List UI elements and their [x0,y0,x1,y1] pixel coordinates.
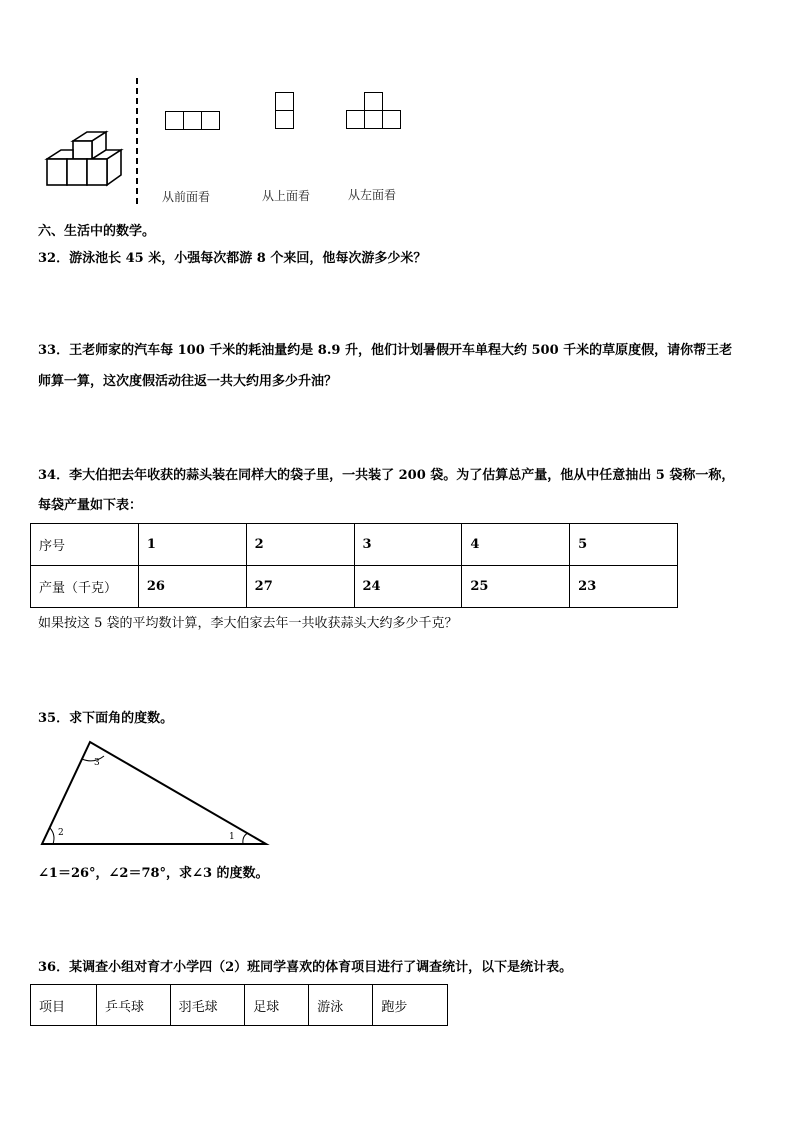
table-cell: 2 [246,524,354,566]
table-cell: 23 [570,566,678,608]
question-35-given: ∠1＝26°，∠2＝78°，求∠3 的度数。 [38,866,269,881]
table-row [31,985,448,1026]
table-cell: 5 [570,524,678,566]
question-33-line2: 师算一算，这次度假活动往返一共大约用多少升油？ [38,374,338,389]
table-cell: 足球 [245,985,309,1026]
table-cell: 3 [354,524,462,566]
question-34-line1: 34．李大伯把去年收获的蒜头装在同样大的袋子里，一共装了 200 袋。为了估算总产量，他从中任意抽出 5 袋称一称， [38,468,735,483]
left-view-grid [346,92,403,131]
table-cell: 跑步 [373,985,448,1026]
table-cell: 项目 [31,985,97,1026]
question-33-line1: 33．王老师家的汽车每 100 千米的耗油量约是 8.9 升，他们计划暑假开车单程大约 500 千米的草原度假，请你帮王老 [38,343,733,358]
table-cell: 24 [354,566,462,608]
front-view-grid [165,111,222,131]
question-36: 36．某调查小组对育才小学四（2）班同学喜欢的体育项目进行了调查统计，以下是统计表。 [38,960,573,975]
table-cell: 26 [138,566,246,608]
angle-1-label: 1 [229,832,235,842]
angle-3-label: 3 [94,758,100,768]
left-view-label: 从左面看 [348,188,397,202]
angle-2-label: 2 [58,828,64,838]
table-cell: 产量（千克） [31,566,139,608]
table-row [31,524,678,566]
question-32: 32．游泳池长 45 米，小强每次都游 8 个来回，他每次游多少米？ [38,251,427,266]
table-cell: 序号 [31,524,139,566]
table-cell: 4 [462,524,570,566]
top-view-label: 从上面看 [262,189,311,203]
question-35: 35．求下面角的度数。 [38,711,174,726]
triangle-figure [38,738,270,848]
table-cell: 羽毛球 [170,985,245,1026]
table-cell: 1 [138,524,246,566]
dashed-divider [136,78,138,204]
question-34-ask: 如果按这 5 袋的平均数计算，李大伯家去年一共收获蒜头大约多少千克？ [38,616,458,631]
table-cell: 乒乓球 [96,985,170,1026]
question-34-line2: 每袋产量如下表： [38,498,143,513]
top-view-grid [275,92,295,131]
front-view-label: 从前面看 [162,190,211,204]
table-cell: 27 [246,566,354,608]
yield-table [30,523,678,608]
table-cell: 游泳 [309,985,373,1026]
table-cell: 25 [462,566,570,608]
cube-stack-figure [40,124,130,190]
sports-table [30,984,448,1026]
section-heading: 六、生活中的数学。 [38,224,156,239]
table-row [31,566,678,608]
